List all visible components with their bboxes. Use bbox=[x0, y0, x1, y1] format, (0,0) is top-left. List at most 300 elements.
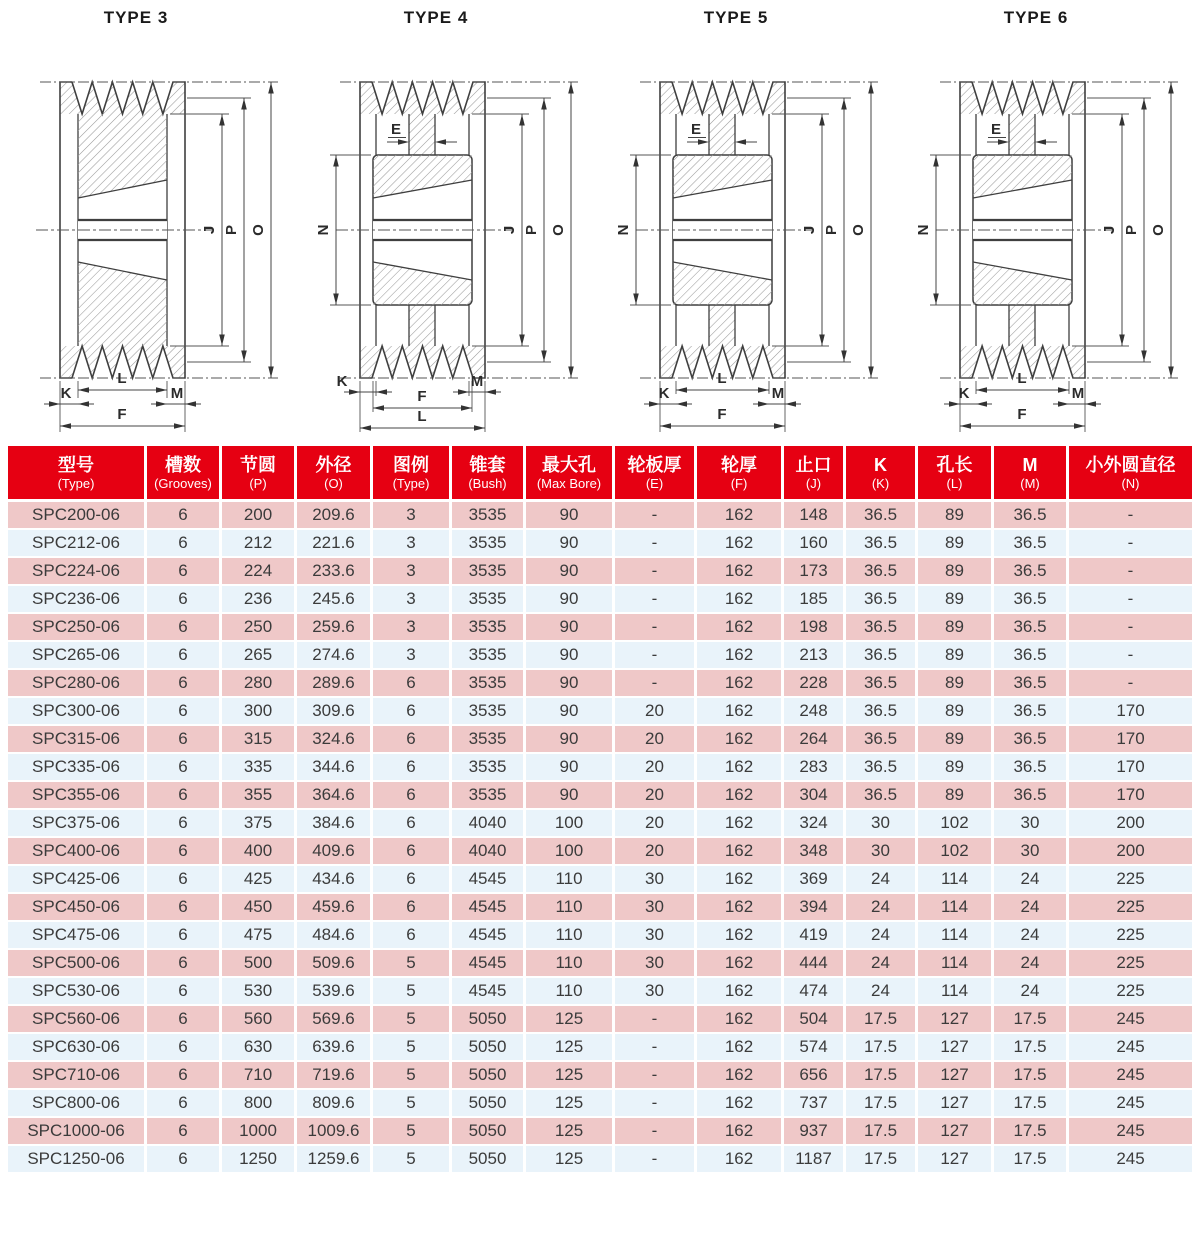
table-row bbox=[8, 558, 1192, 586]
column-header-6 bbox=[526, 446, 615, 502]
table-cell: 335 bbox=[222, 754, 297, 782]
table-cell: 100 bbox=[526, 838, 615, 866]
table-cell: 17.5 bbox=[846, 1062, 918, 1090]
table-cell: 280 bbox=[222, 670, 297, 698]
table-cell: 36.5 bbox=[994, 614, 1069, 642]
table-cell: 236 bbox=[222, 586, 297, 614]
table-cell: SPC250-06 bbox=[8, 614, 147, 642]
table-cell: 24 bbox=[846, 894, 918, 922]
table-cell: - bbox=[1069, 558, 1192, 586]
diagrams-row bbox=[0, 0, 1200, 444]
table-row bbox=[8, 586, 1192, 614]
table-cell: 170 bbox=[1069, 698, 1192, 726]
table-cell: 170 bbox=[1069, 754, 1192, 782]
table-cell: 364.6 bbox=[297, 782, 373, 810]
table-cell: 3 bbox=[373, 502, 452, 530]
table-cell: 4545 bbox=[452, 922, 526, 950]
table-cell: 162 bbox=[697, 1118, 784, 1146]
table-cell: 225 bbox=[1069, 866, 1192, 894]
table-cell: 125 bbox=[526, 1062, 615, 1090]
table-cell: 225 bbox=[1069, 978, 1192, 1006]
table-cell: 719.6 bbox=[297, 1062, 373, 1090]
dim-label-J: J bbox=[201, 225, 218, 235]
table-cell: 245.6 bbox=[297, 586, 373, 614]
table-cell: 4040 bbox=[452, 810, 526, 838]
table-cell: 6 bbox=[147, 502, 222, 530]
column-header-zh: 型号 bbox=[58, 455, 94, 475]
column-header-0 bbox=[8, 446, 147, 502]
table-cell: 162 bbox=[697, 754, 784, 782]
table-cell: - bbox=[615, 1034, 697, 1062]
table-cell: 89 bbox=[918, 614, 994, 642]
table-cell: 125 bbox=[526, 1146, 615, 1174]
table-cell: 162 bbox=[697, 1034, 784, 1062]
table-cell: 162 bbox=[697, 698, 784, 726]
table-cell: 200 bbox=[222, 502, 297, 530]
table-cell: 5 bbox=[373, 1006, 452, 1034]
table-cell: 24 bbox=[994, 922, 1069, 950]
table-cell: SPC710-06 bbox=[8, 1062, 147, 1090]
table-cell: 304 bbox=[784, 782, 846, 810]
table-cell: 170 bbox=[1069, 726, 1192, 754]
table-cell: 125 bbox=[526, 1118, 615, 1146]
table-cell: 114 bbox=[918, 978, 994, 1006]
table-cell: 3535 bbox=[452, 558, 526, 586]
table-cell: 36.5 bbox=[846, 530, 918, 558]
table-cell: SPC200-06 bbox=[8, 502, 147, 530]
table-cell: 6 bbox=[373, 838, 452, 866]
table-cell: 3535 bbox=[452, 614, 526, 642]
table-cell: 574 bbox=[784, 1034, 846, 1062]
table-cell: 127 bbox=[918, 1146, 994, 1174]
diagram-title: TYPE 3 bbox=[103, 8, 169, 27]
table-cell: 125 bbox=[526, 1006, 615, 1034]
table-cell: 30 bbox=[994, 838, 1069, 866]
table-cell: 6 bbox=[147, 670, 222, 698]
table-cell: 36.5 bbox=[994, 782, 1069, 810]
pulley-drawing-type-6 bbox=[900, 30, 1200, 442]
table-cell: 102 bbox=[918, 838, 994, 866]
column-header-en: (K) bbox=[871, 476, 890, 491]
table-cell: 6 bbox=[147, 558, 222, 586]
pulley-diagram-type-5 bbox=[600, 6, 900, 444]
table-cell: 6 bbox=[373, 866, 452, 894]
table-cell: 200 bbox=[1069, 838, 1192, 866]
dim-label-F: F bbox=[117, 406, 127, 423]
table-cell: 5 bbox=[373, 1090, 452, 1118]
table-cell: 221.6 bbox=[297, 530, 373, 558]
dim-label-J: J bbox=[1101, 225, 1118, 235]
table-cell: 110 bbox=[526, 922, 615, 950]
table-row bbox=[8, 1034, 1192, 1062]
table-cell: SPC530-06 bbox=[8, 978, 147, 1006]
spec-table bbox=[8, 446, 1192, 1174]
table-cell: - bbox=[1069, 530, 1192, 558]
column-header-zh: 孔长 bbox=[936, 455, 973, 475]
table-cell: 114 bbox=[918, 894, 994, 922]
column-header-5 bbox=[452, 446, 526, 502]
table-cell: 459.6 bbox=[297, 894, 373, 922]
dim-label-E: E bbox=[990, 121, 1002, 138]
table-cell: 90 bbox=[526, 670, 615, 698]
table-cell: 36.5 bbox=[846, 698, 918, 726]
dim-label-M: M bbox=[1071, 385, 1085, 402]
column-header-en: (Grooves) bbox=[154, 476, 212, 491]
table-cell: 5050 bbox=[452, 1034, 526, 1062]
table-cell: 30 bbox=[615, 978, 697, 1006]
table-cell: 200 bbox=[1069, 810, 1192, 838]
table-cell: 3535 bbox=[452, 586, 526, 614]
table-cell: 6 bbox=[373, 922, 452, 950]
table-cell: 4545 bbox=[452, 894, 526, 922]
table-cell: 245 bbox=[1069, 1034, 1192, 1062]
dim-label-P: P bbox=[223, 224, 240, 236]
table-cell: 110 bbox=[526, 866, 615, 894]
table-row bbox=[8, 614, 1192, 642]
table-cell: 24 bbox=[994, 978, 1069, 1006]
column-header-zh: M bbox=[1022, 455, 1038, 475]
table-row bbox=[8, 810, 1192, 838]
table-cell: 125 bbox=[526, 1034, 615, 1062]
table-cell: 20 bbox=[615, 838, 697, 866]
column-header-12 bbox=[994, 446, 1069, 502]
table-cell: 36.5 bbox=[994, 642, 1069, 670]
table-cell: 504 bbox=[784, 1006, 846, 1034]
table-cell: 162 bbox=[697, 614, 784, 642]
table-cell: 3535 bbox=[452, 642, 526, 670]
table-cell: 17.5 bbox=[994, 1118, 1069, 1146]
diagram-title: TYPE 5 bbox=[703, 8, 769, 27]
table-cell: SPC280-06 bbox=[8, 670, 147, 698]
table-cell: 250 bbox=[222, 614, 297, 642]
column-header-10 bbox=[846, 446, 918, 502]
table-cell: 36.5 bbox=[994, 502, 1069, 530]
table-cell: 264 bbox=[784, 726, 846, 754]
table-cell: 4545 bbox=[452, 866, 526, 894]
table-cell: - bbox=[1069, 586, 1192, 614]
table-cell: 20 bbox=[615, 810, 697, 838]
table-cell: 90 bbox=[526, 642, 615, 670]
table-cell: 114 bbox=[918, 866, 994, 894]
table-cell: 539.6 bbox=[297, 978, 373, 1006]
table-cell: 1187 bbox=[784, 1146, 846, 1174]
table-cell: 6 bbox=[373, 726, 452, 754]
table-cell: 384.6 bbox=[297, 810, 373, 838]
table-cell: 355 bbox=[222, 782, 297, 810]
pulley-diagram-type-6 bbox=[900, 6, 1200, 444]
column-header-en: (F) bbox=[730, 476, 748, 491]
dim-label-K: K bbox=[658, 385, 670, 402]
dim-label-N: N bbox=[915, 224, 932, 236]
table-cell: 5050 bbox=[452, 1062, 526, 1090]
table-cell: 224 bbox=[222, 558, 297, 586]
table-cell: 24 bbox=[846, 922, 918, 950]
table-cell: 114 bbox=[918, 922, 994, 950]
table-cell: 24 bbox=[846, 866, 918, 894]
table-cell: 274.6 bbox=[297, 642, 373, 670]
table-cell: 6 bbox=[147, 1146, 222, 1174]
table-cell: 162 bbox=[697, 1062, 784, 1090]
pulley-drawing-type-5 bbox=[600, 30, 900, 442]
pulley-drawing-type-3 bbox=[0, 30, 300, 442]
table-cell: 3 bbox=[373, 586, 452, 614]
dim-label-E: E bbox=[690, 121, 702, 138]
table-cell: 245 bbox=[1069, 1090, 1192, 1118]
table-row bbox=[8, 502, 1192, 530]
table-row bbox=[8, 530, 1192, 558]
table-cell: 315 bbox=[222, 726, 297, 754]
table-cell: 24 bbox=[994, 866, 1069, 894]
table-cell: 6 bbox=[147, 1034, 222, 1062]
column-header-zh: 小外圆直径 bbox=[1085, 455, 1176, 475]
table-cell: 5050 bbox=[452, 1006, 526, 1034]
column-header-en: (Max Bore) bbox=[536, 476, 602, 491]
table-cell: 36.5 bbox=[846, 642, 918, 670]
table-cell: 36.5 bbox=[994, 586, 1069, 614]
table-row bbox=[8, 950, 1192, 978]
table-cell: 425 bbox=[222, 866, 297, 894]
column-header-zh: 最大孔 bbox=[542, 455, 596, 475]
table-cell: - bbox=[1069, 502, 1192, 530]
column-header-en: (J) bbox=[805, 476, 822, 491]
table-cell: 17.5 bbox=[846, 1118, 918, 1146]
dim-label-F: F bbox=[417, 388, 427, 405]
table-cell: 484.6 bbox=[297, 922, 373, 950]
table-row bbox=[8, 894, 1192, 922]
table-cell: 90 bbox=[526, 754, 615, 782]
table-cell: 36.5 bbox=[994, 558, 1069, 586]
column-header-en: (O) bbox=[324, 476, 343, 491]
table-cell: - bbox=[615, 502, 697, 530]
table-cell: 409.6 bbox=[297, 838, 373, 866]
table-cell: 6 bbox=[147, 1090, 222, 1118]
dim-label-J: J bbox=[501, 225, 518, 235]
table-cell: 3535 bbox=[452, 754, 526, 782]
table-cell: SPC1250-06 bbox=[8, 1146, 147, 1174]
table-cell: 17.5 bbox=[846, 1090, 918, 1118]
table-cell: 1000 bbox=[222, 1118, 297, 1146]
column-header-en: (N) bbox=[1121, 476, 1140, 491]
column-header-zh: 外径 bbox=[315, 455, 352, 475]
table-cell: 5 bbox=[373, 950, 452, 978]
table-cell: 90 bbox=[526, 782, 615, 810]
table-cell: 233.6 bbox=[297, 558, 373, 586]
table-cell: 6 bbox=[147, 754, 222, 782]
table-cell: 475 bbox=[222, 922, 297, 950]
table-cell: 162 bbox=[697, 1146, 784, 1174]
table-cell: 162 bbox=[697, 670, 784, 698]
table-cell: SPC560-06 bbox=[8, 1006, 147, 1034]
table-cell: 17.5 bbox=[994, 1006, 1069, 1034]
table-cell: 20 bbox=[615, 754, 697, 782]
table-cell: 20 bbox=[615, 698, 697, 726]
table-cell: 89 bbox=[918, 642, 994, 670]
dim-label-K: K bbox=[958, 385, 970, 402]
table-cell: 162 bbox=[697, 1090, 784, 1118]
table-cell: 36.5 bbox=[994, 670, 1069, 698]
column-header-13 bbox=[1069, 446, 1192, 502]
table-cell: SPC212-06 bbox=[8, 530, 147, 558]
table-cell: 36.5 bbox=[846, 782, 918, 810]
table-cell: 245 bbox=[1069, 1146, 1192, 1174]
table-cell: 3535 bbox=[452, 530, 526, 558]
table-cell: - bbox=[615, 586, 697, 614]
table-cell: SPC800-06 bbox=[8, 1090, 147, 1118]
table-cell: 90 bbox=[526, 586, 615, 614]
table-cell: - bbox=[1069, 670, 1192, 698]
table-cell: 212 bbox=[222, 530, 297, 558]
table-cell: 6 bbox=[147, 782, 222, 810]
table-cell: 444 bbox=[784, 950, 846, 978]
table-cell: 185 bbox=[784, 586, 846, 614]
dim-label-M: M bbox=[170, 385, 184, 402]
table-cell: 6 bbox=[147, 530, 222, 558]
table-cell: 6 bbox=[147, 1118, 222, 1146]
table-cell: 89 bbox=[918, 502, 994, 530]
header-row bbox=[8, 446, 1192, 502]
table-cell: 245 bbox=[1069, 1062, 1192, 1090]
table-row bbox=[8, 642, 1192, 670]
table-cell: 245 bbox=[1069, 1006, 1192, 1034]
table-cell: 3535 bbox=[452, 726, 526, 754]
table-cell: 474 bbox=[784, 978, 846, 1006]
table-cell: 209.6 bbox=[297, 502, 373, 530]
table-cell: SPC630-06 bbox=[8, 1034, 147, 1062]
table-cell: 36.5 bbox=[846, 586, 918, 614]
table-cell: 5050 bbox=[452, 1090, 526, 1118]
table-row bbox=[8, 782, 1192, 810]
table-cell: 17.5 bbox=[846, 1006, 918, 1034]
dim-label-P: P bbox=[823, 224, 840, 236]
table-cell: SPC400-06 bbox=[8, 838, 147, 866]
column-header-1 bbox=[147, 446, 222, 502]
table-cell: 110 bbox=[526, 894, 615, 922]
table-cell: 6 bbox=[147, 810, 222, 838]
table-cell: 90 bbox=[526, 614, 615, 642]
table-cell: SPC335-06 bbox=[8, 754, 147, 782]
dim-label-M: M bbox=[771, 385, 785, 402]
table-cell: 30 bbox=[994, 810, 1069, 838]
table-cell: 809.6 bbox=[297, 1090, 373, 1118]
table-cell: 17.5 bbox=[846, 1146, 918, 1174]
table-cell: SPC355-06 bbox=[8, 782, 147, 810]
table-cell: 259.6 bbox=[297, 614, 373, 642]
dim-label-P: P bbox=[523, 224, 540, 236]
table-cell: 400 bbox=[222, 838, 297, 866]
dim-label-L: L bbox=[117, 370, 127, 387]
table-row bbox=[8, 838, 1192, 866]
table-cell: 265 bbox=[222, 642, 297, 670]
table-cell: 6 bbox=[147, 894, 222, 922]
table-cell: 36.5 bbox=[846, 726, 918, 754]
table-cell: 3535 bbox=[452, 782, 526, 810]
table-cell: 90 bbox=[526, 558, 615, 586]
table-cell: 6 bbox=[147, 950, 222, 978]
table-cell: 348 bbox=[784, 838, 846, 866]
table-cell: 6 bbox=[147, 838, 222, 866]
table-cell: 89 bbox=[918, 670, 994, 698]
table-cell: 369 bbox=[784, 866, 846, 894]
table-cell: 1009.6 bbox=[297, 1118, 373, 1146]
table-cell: 6 bbox=[147, 978, 222, 1006]
table-cell: 225 bbox=[1069, 894, 1192, 922]
table-row bbox=[8, 1146, 1192, 1174]
table-cell: 289.6 bbox=[297, 670, 373, 698]
table-cell: 1250 bbox=[222, 1146, 297, 1174]
table-cell: 20 bbox=[615, 782, 697, 810]
table-cell: 419 bbox=[784, 922, 846, 950]
table-cell: 36.5 bbox=[846, 502, 918, 530]
table-cell: 17.5 bbox=[994, 1146, 1069, 1174]
table-cell: 162 bbox=[697, 726, 784, 754]
table-cell: 89 bbox=[918, 754, 994, 782]
table-cell: - bbox=[615, 1062, 697, 1090]
table-cell: 162 bbox=[697, 866, 784, 894]
table-cell: SPC300-06 bbox=[8, 698, 147, 726]
table-cell: 90 bbox=[526, 530, 615, 558]
table-cell: 36.5 bbox=[994, 698, 1069, 726]
column-header-11 bbox=[918, 446, 994, 502]
table-cell: SPC236-06 bbox=[8, 586, 147, 614]
table-cell: 36.5 bbox=[994, 754, 1069, 782]
table-cell: SPC475-06 bbox=[8, 922, 147, 950]
table-cell: 89 bbox=[918, 530, 994, 558]
column-header-en: (M) bbox=[1020, 476, 1040, 491]
table-cell: 148 bbox=[784, 502, 846, 530]
table-cell: 3535 bbox=[452, 502, 526, 530]
table-cell: 162 bbox=[697, 922, 784, 950]
table-row bbox=[8, 698, 1192, 726]
table-cell: 4040 bbox=[452, 838, 526, 866]
column-header-zh: 节圆 bbox=[240, 455, 276, 475]
column-header-zh: 槽数 bbox=[165, 455, 201, 475]
table-cell: 639.6 bbox=[297, 1034, 373, 1062]
table-cell: 3 bbox=[373, 642, 452, 670]
table-cell: 560 bbox=[222, 1006, 297, 1034]
table-cell: 162 bbox=[697, 978, 784, 1006]
table-cell: 6 bbox=[373, 810, 452, 838]
column-header-zh: K bbox=[874, 455, 887, 475]
table-cell: - bbox=[1069, 614, 1192, 642]
table-cell: 90 bbox=[526, 726, 615, 754]
table-row bbox=[8, 726, 1192, 754]
dim-label-N: N bbox=[615, 224, 632, 236]
table-cell: 17.5 bbox=[994, 1034, 1069, 1062]
table-cell: 6 bbox=[147, 586, 222, 614]
table-cell: SPC1000-06 bbox=[8, 1118, 147, 1146]
table-cell: 509.6 bbox=[297, 950, 373, 978]
table-cell: 125 bbox=[526, 1090, 615, 1118]
table-row bbox=[8, 922, 1192, 950]
column-header-zh: 轮板厚 bbox=[627, 455, 682, 475]
table-cell: 162 bbox=[697, 810, 784, 838]
table-cell: 283 bbox=[784, 754, 846, 782]
table-cell: 36.5 bbox=[846, 614, 918, 642]
table-cell: 89 bbox=[918, 698, 994, 726]
table-row bbox=[8, 1062, 1192, 1090]
table-cell: 737 bbox=[784, 1090, 846, 1118]
table-cell: 4545 bbox=[452, 950, 526, 978]
table-cell: 300 bbox=[222, 698, 297, 726]
column-header-zh: 止口 bbox=[795, 455, 832, 475]
dim-label-F: F bbox=[717, 406, 727, 423]
column-header-en: (L) bbox=[946, 476, 963, 491]
table-row bbox=[8, 978, 1192, 1006]
table-cell: SPC265-06 bbox=[8, 642, 147, 670]
table-cell: 162 bbox=[697, 530, 784, 558]
dim-label-F: F bbox=[1017, 406, 1027, 423]
table-cell: 162 bbox=[697, 782, 784, 810]
